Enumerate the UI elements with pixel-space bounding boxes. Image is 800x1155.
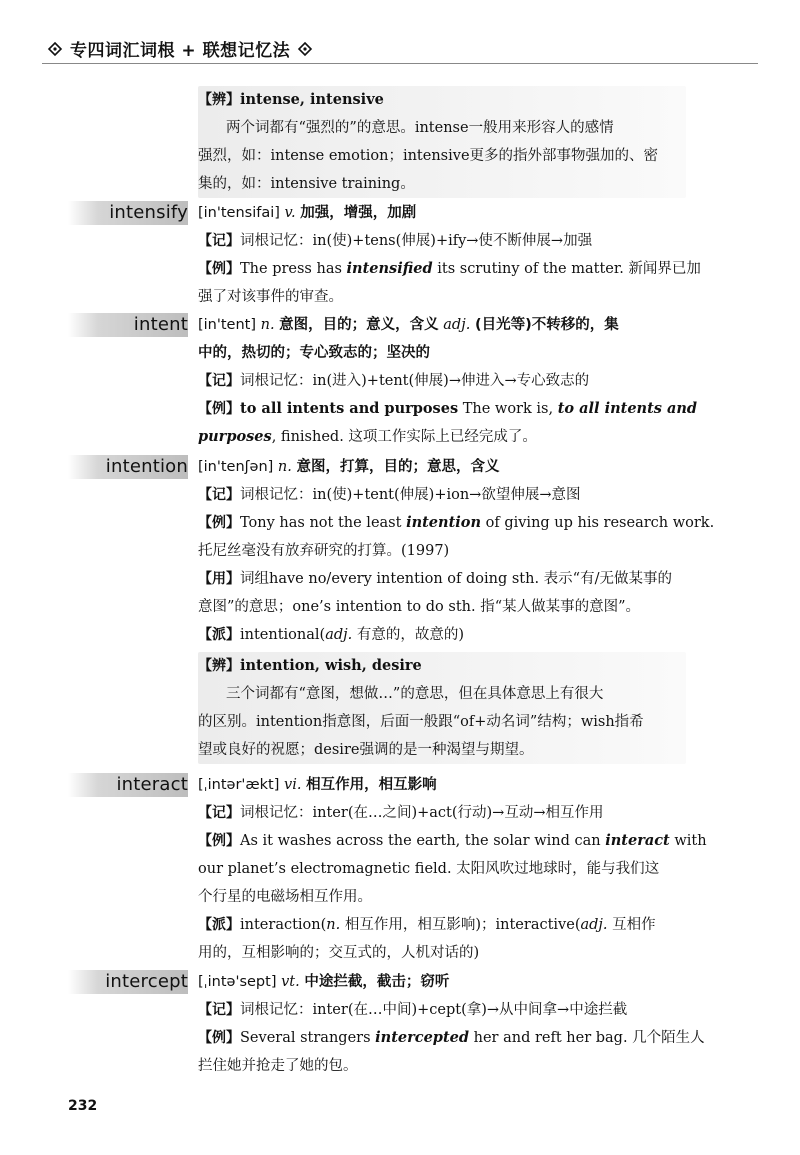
headword-interact: interact bbox=[68, 773, 188, 797]
note-intention-wish-desire bbox=[198, 652, 686, 764]
definition: 意图，目的；意义，含义 bbox=[279, 317, 439, 333]
example: its scrutiny of the matter. 新闻界已加 bbox=[432, 261, 701, 277]
pronunciation: [in'tensifai] bbox=[198, 205, 280, 221]
example: The press has bbox=[240, 261, 347, 277]
diamond-icon bbox=[48, 42, 62, 56]
tag-ji: 【记】 bbox=[198, 233, 240, 249]
tag-bian: 【辨】 bbox=[198, 92, 240, 108]
example: 个行星的电磁场相互作用。 bbox=[198, 889, 372, 905]
example-keyword: intensified bbox=[346, 260, 433, 277]
tag-li: 【例】 bbox=[198, 1030, 240, 1046]
part-of-speech: vt. bbox=[281, 974, 300, 990]
part-of-speech: n. bbox=[260, 317, 275, 333]
example: of giving up his research work. bbox=[481, 515, 715, 531]
note-intense-intensive bbox=[198, 86, 686, 198]
header-rule bbox=[42, 63, 758, 64]
tag-ji: 【记】 bbox=[198, 373, 240, 389]
derivative: 相互作用，相互影响)；interactive( bbox=[340, 917, 581, 933]
note-text: 望或良好的祝愿；desire强调的是一种渴望与期望。 bbox=[198, 742, 534, 758]
part-of-speech: n. bbox=[277, 459, 292, 475]
example: 拦住她并抢走了她的包。 bbox=[198, 1058, 358, 1074]
part-of-speech: v. bbox=[284, 205, 296, 221]
usage: 词组have no/every intention of doing sth. 表示“有/无做某事的 bbox=[240, 571, 672, 587]
diamond-icon bbox=[298, 42, 312, 56]
example: Tony has not the least bbox=[240, 515, 407, 531]
entry-interact bbox=[198, 771, 707, 967]
headword-intensify: intensify bbox=[68, 201, 188, 225]
example: As it washes across the earth, the solar wind can bbox=[240, 833, 606, 849]
tag-pai: 【派】 bbox=[198, 917, 240, 933]
definition: 加强，增强，加剧 bbox=[300, 205, 417, 221]
tag-li: 【例】 bbox=[198, 261, 240, 277]
note-text: 集的，如：intensive training。 bbox=[198, 176, 415, 192]
tag-pai: 【派】 bbox=[198, 627, 240, 643]
pronunciation: [ˌintə'sept] bbox=[198, 974, 277, 990]
example: our planet’s electromagnetic field. 太阳风吹过地球时，能与我们这 bbox=[198, 861, 660, 877]
example: 托尼丝毫没有放弃研究的打算。(1997) bbox=[198, 543, 450, 559]
part-of-speech: vi. bbox=[284, 777, 302, 793]
usage: 意图”的意思；one’s intention to do sth. 指“某人做某事的意图”。 bbox=[198, 599, 641, 615]
example: her and reft her bag. 几个陌生人 bbox=[469, 1030, 705, 1046]
mnemonic: 词根记忆：in(使)+tent(伸展)+ion→欲望伸展→意图 bbox=[240, 487, 581, 503]
headword-intention: intention bbox=[68, 455, 188, 479]
note-text: 两个词都有“强烈的”的意思。intense一般用来形容人的感情 bbox=[226, 120, 614, 136]
headword-intercept: intercept bbox=[68, 970, 188, 994]
derivative: 互相作 bbox=[607, 917, 656, 933]
note-text: 强烈，如：intense emotion；intensive更多的指外部事物强加的、密 bbox=[198, 148, 659, 164]
tag-li: 【例】 bbox=[198, 401, 240, 417]
example-keyword: intercepted bbox=[375, 1029, 470, 1046]
part-of-speech: n. bbox=[326, 917, 341, 933]
running-header bbox=[48, 36, 312, 61]
tag-bian: 【辨】 bbox=[198, 658, 240, 674]
note-title: intense, intensive bbox=[240, 91, 384, 108]
tag-li: 【例】 bbox=[198, 515, 240, 531]
definition: (目光等)不转移的，集 bbox=[474, 317, 619, 333]
example-phrase: to all intents and purposes bbox=[240, 400, 459, 417]
tag-ji: 【记】 bbox=[198, 1002, 240, 1018]
example-keyword: interact bbox=[605, 832, 670, 849]
derivative: 有意的，故意的) bbox=[352, 627, 465, 643]
definition: 中途拦截，截击；窃听 bbox=[304, 974, 450, 990]
entry-intent bbox=[198, 311, 698, 451]
mnemonic: 词根记忆：in(使)+tens(伸展)+ify→使不断伸展→加强 bbox=[240, 233, 593, 249]
definition: 意图，打算，目的；意思，含义 bbox=[296, 459, 500, 475]
example-keyword: purposes bbox=[198, 428, 272, 445]
note-text: 的区别。intention指意图，后面一般跟“of+动名词”结构；wish指希 bbox=[198, 714, 644, 730]
note-text: 三个词都有“意图，想做…”的意思，但在具体意思上有很大 bbox=[226, 686, 604, 702]
derivative: interaction( bbox=[240, 917, 327, 933]
page-number: 232 bbox=[68, 1098, 98, 1114]
headword-intent: intent bbox=[68, 313, 188, 337]
derivative: intentional( bbox=[240, 627, 326, 643]
example-keyword: to all intents and bbox=[557, 400, 698, 417]
definition: 相互作用，相互影响 bbox=[306, 777, 437, 793]
mnemonic: 词根记忆：in(进入)+tent(伸展)→伸进入→专心致志的 bbox=[240, 373, 590, 389]
note-title: intention, wish, desire bbox=[240, 657, 422, 674]
part-of-speech: adj. bbox=[580, 917, 608, 933]
tag-ji: 【记】 bbox=[198, 805, 240, 821]
example: , finished. 这项工作实际上已经完成了。 bbox=[271, 429, 537, 445]
example: Several strangers bbox=[240, 1030, 376, 1046]
part-of-speech: adj. bbox=[443, 317, 471, 333]
header-title: 专四词汇词根 + 联想记忆法 bbox=[70, 41, 291, 61]
pronunciation: [ˌintər'ækt] bbox=[198, 777, 280, 793]
derivative: 用的，互相影响的；交互式的，人机对话的) bbox=[198, 945, 480, 961]
entry-intensify bbox=[198, 199, 701, 311]
pronunciation: [in'tent] bbox=[198, 317, 256, 333]
mnemonic: 词根记忆：inter(在…中间)+cept(拿)→从中间拿→中途拦截 bbox=[240, 1002, 628, 1018]
example: 强了对该事件的审查。 bbox=[198, 289, 343, 305]
example: The work is, bbox=[458, 401, 558, 417]
tag-yong: 【用】 bbox=[198, 571, 240, 587]
example-keyword: intention bbox=[406, 514, 481, 531]
entry-intention bbox=[198, 453, 715, 649]
mnemonic: 词根记忆：inter(在…之间)+act(行动)→互动→相互作用 bbox=[240, 805, 604, 821]
part-of-speech: adj. bbox=[325, 627, 353, 643]
example: with bbox=[669, 833, 707, 849]
pronunciation: [in'tenʃən] bbox=[198, 459, 274, 475]
tag-ji: 【记】 bbox=[198, 487, 240, 503]
tag-li: 【例】 bbox=[198, 833, 240, 849]
definition: 中的，热切的；专心致志的；坚决的 bbox=[198, 345, 430, 361]
entry-intercept bbox=[198, 968, 705, 1080]
